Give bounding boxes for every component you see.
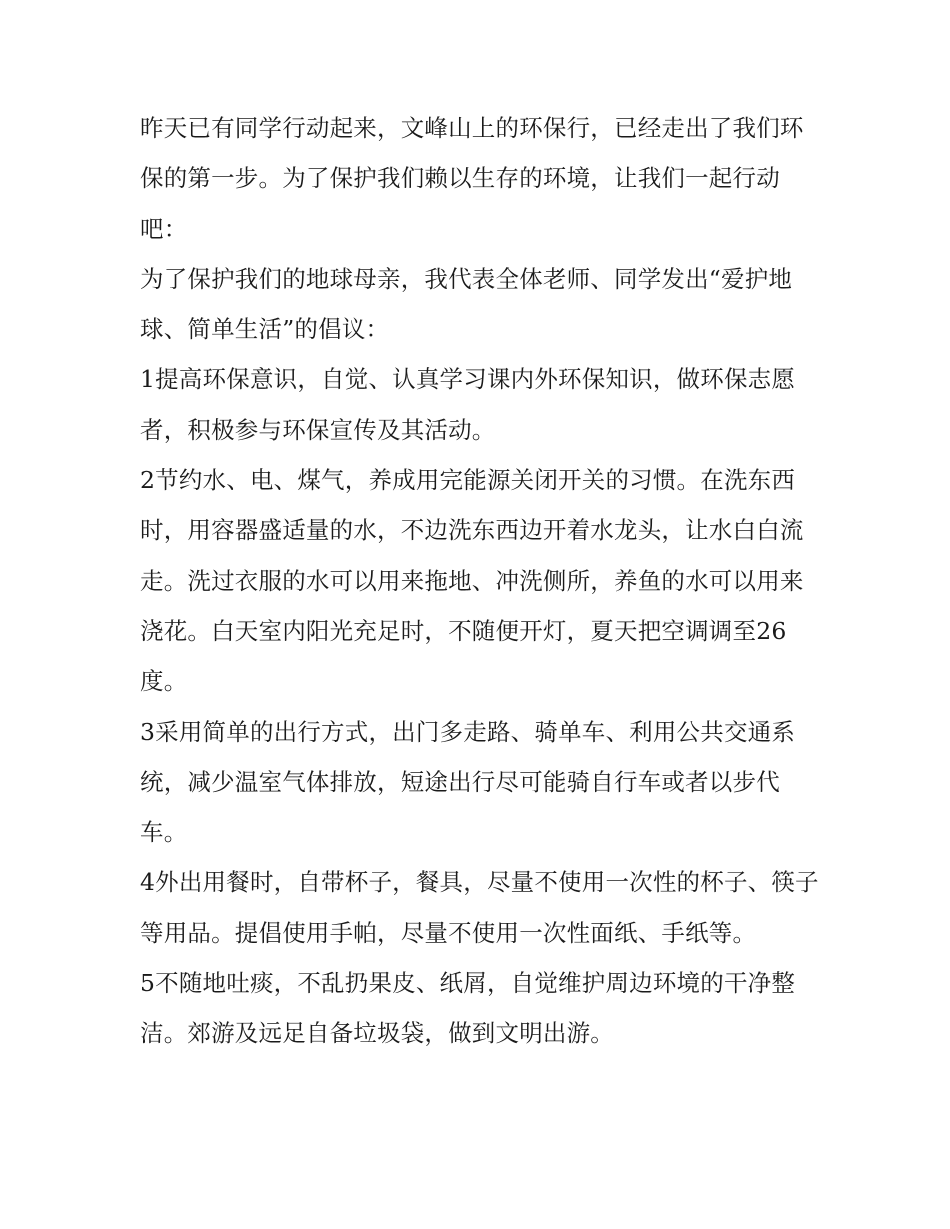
paragraph-proposal: 为了保护我们的地球母亲，我代表全体老师、同学发出“爱护地球、简单生活”的倡议： (140, 264, 793, 344)
paragraph-item-3: 3采用简单的出行方式，出门多走路、骑单车、利用公共交通系统，减少温室气体排放，短途出行尽可能骑自行车或者以步代车。 (140, 717, 796, 847)
paragraph-item-4: 4外出用餐时，自带杯子，餐具，尽量不使用一次性的杯子、筷子等用品。提倡使用手帕，尽量不使用一次性面纸、手纸等。 (140, 868, 819, 947)
paragraph-intro: 昨天已有同学行动起来，文峰山上的环保行，已经走出了我们环保的第一步。为了保护我们赖以生存的环境，让我们一起行动吧： (140, 114, 804, 243)
paragraph-item-2: 2节约水、电、煤气，养成用完能源关闭开关的习惯。在洗东西时，用容器盛适量的水，不边洗东西边开着水龙头，让水白白流走。洗过衣服的水可以用来拖地、冲洗侧所，养鱼的水可以用来浇花。白天室内阳光充足时，不随便开灯，夏天把空调调至26度。 (140, 466, 804, 696)
document-page (140, 103, 820, 1059)
paragraph-item-1: 1提高环保意识，自觉、认真学习课内外环保知识，做环保志愿者，积极参与环保宣传及其活动。 (140, 365, 796, 444)
paragraph-item-5: 5不随地吐痰，不乱扔果皮、纸屑，自觉维护周边环境的干净整洁。郊游及远足自备垃圾袋，做到文明出游。 (140, 969, 796, 1048)
